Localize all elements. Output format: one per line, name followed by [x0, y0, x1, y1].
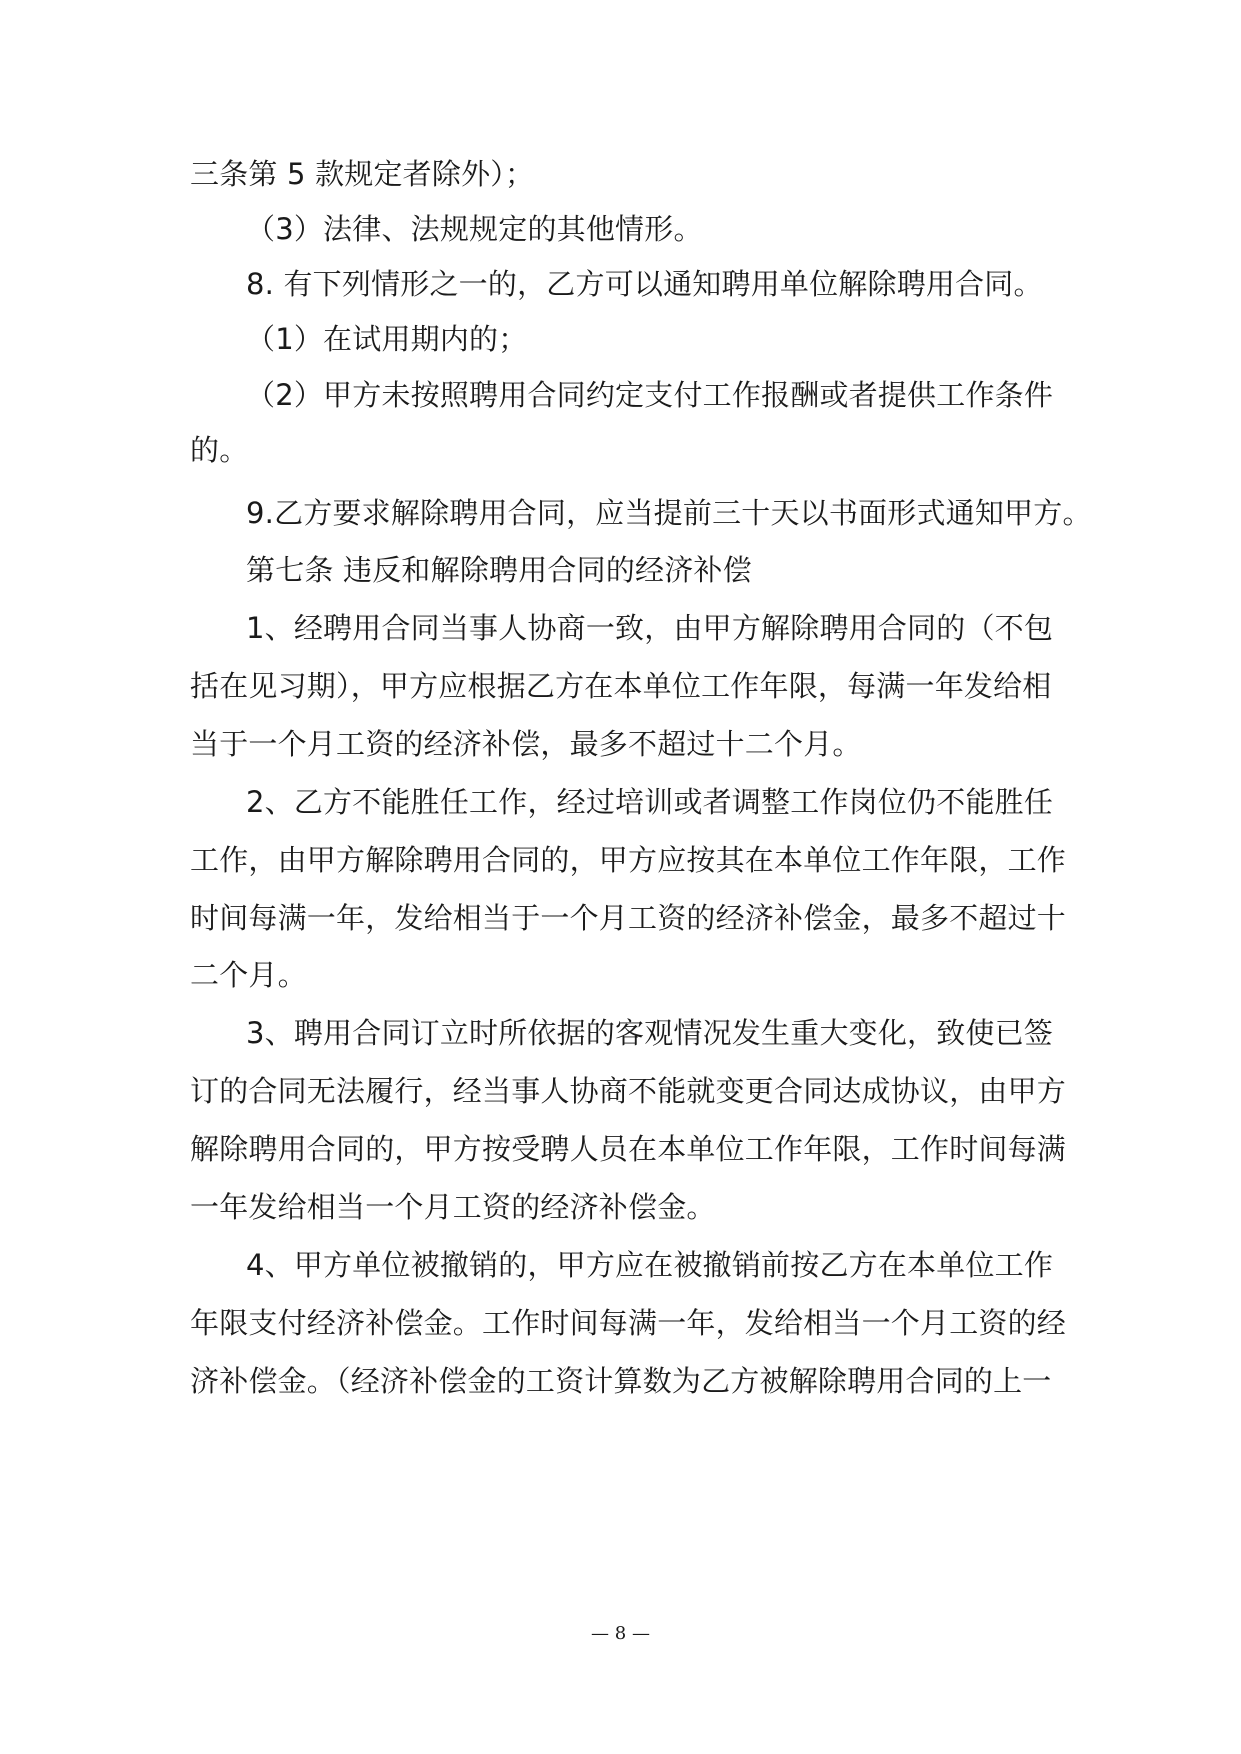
text-line: 4、甲方单位被撤销的，甲方应在被撤销前按乙方在本单位工作 [246, 1248, 1054, 1282]
text-line: 当于一个月工资的经济补偿，最多不超过十二个月。 [190, 727, 862, 761]
text-line: 二个月。 [190, 958, 307, 992]
text-line: 一年发给相当一个月工资的经济补偿金。 [190, 1190, 716, 1224]
text-line: （1）在试用期内的； [246, 322, 528, 356]
text-line: 订的合同无法履行，经当事人协商不能就变更合同达成协议，由甲方 [190, 1074, 1067, 1108]
text-line: 的。 [190, 433, 249, 467]
page-number: — 8 — [591, 1623, 650, 1644]
text-line: 8. 有下列情形之一的，乙方可以通知聘用单位解除聘用合同。 [246, 267, 1043, 301]
text-line: 时间每满一年，发给相当于一个月工资的经济补偿金，最多不超过十 [190, 901, 1067, 935]
text-line: 年限支付经济补偿金。工作时间每满一年，发给相当一个月工资的经 [190, 1306, 1067, 1340]
text-line: 工作，由甲方解除聘用合同的，甲方应按其在本单位工作年限，工作 [190, 843, 1067, 877]
section-heading: 第七条 违反和解除聘用合同的经济补偿 [246, 553, 752, 587]
text-line: 3、聘用合同订立时所依据的客观情况发生重大变化，致使已签 [246, 1016, 1054, 1050]
text-line: 三条第 5 款规定者除外）； [190, 157, 535, 191]
text-line: 9.乙方要求解除聘用合同，应当提前三十天以书面形式通知甲方。 [246, 496, 1092, 530]
text-line: （2）甲方未按照聘用合同约定支付工作报酬或者提供工作条件 [246, 378, 1054, 412]
text-line: 1、经聘用合同当事人协商一致，由甲方解除聘用合同的（不包 [246, 611, 1054, 645]
text-line: 解除聘用合同的，甲方按受聘人员在本单位工作年限，工作时间每满 [190, 1132, 1067, 1166]
text-line: 括在见习期），甲方应根据乙方在本单位工作年限，每满一年发给相 [190, 669, 1052, 703]
text-line: 2、乙方不能胜任工作，经过培训或者调整工作岗位仍不能胜任 [246, 785, 1054, 819]
text-line: （3）法律、法规规定的其他情形。 [246, 212, 703, 246]
text-line: 济补偿金。（经济补偿金的工资计算数为乙方被解除聘用合同的上一 [190, 1364, 1052, 1398]
